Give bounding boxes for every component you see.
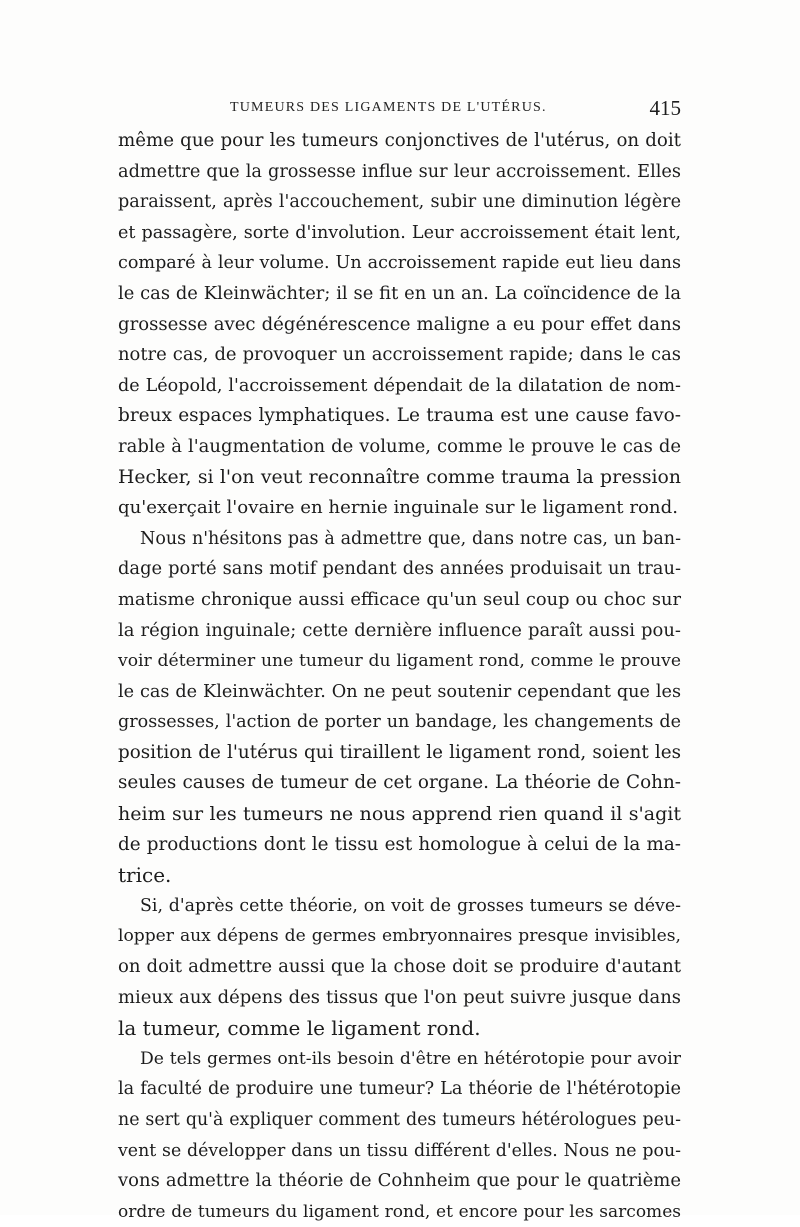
text-line: la faculté de produire une tumeur? La théorie de l'hétérotopie: [118, 1079, 681, 1100]
text-line: comparé à leur volume. Un accroissement rapide eut lieu dans: [118, 253, 681, 274]
body-text: [118, 126, 681, 1227]
text-line: de Léopold, l'accroissement dépendait de la dilatation de nom-: [118, 375, 681, 396]
paragraph-start-line: Si, d'après cette théorie, on voit de grosses tumeurs se déve-: [140, 895, 681, 916]
running-title: TUMEURS DES LIGAMENTS DE L'UTÉRUS.: [230, 100, 547, 115]
text-line: ordre de tumeurs du ligament rond, et encore pour les sarcomes: [118, 1201, 681, 1222]
text-line: paraissent, après l'accouchement, subir une diminution légère: [118, 192, 681, 213]
text-line: rable à l'augmentation de volume, comme le prouve le cas de: [118, 435, 681, 457]
text-line: même que pour les tumeurs conjonctives de l'utérus, on doit: [118, 130, 681, 151]
text-line: admettre que la grossesse influe sur leur accroissement. Elles: [118, 161, 681, 182]
text-line: dage porté sans motif pendant des années produisait un trau-: [118, 558, 681, 580]
text-line: heim sur les tumeurs ne nous apprend rien quand il s'agit: [118, 803, 681, 826]
text-line: Hecker, si l'on veut reconnaître comme trauma la pression: [118, 466, 681, 488]
text-line: le cas de Kleinwächter. On ne peut soutenir cependant que les: [118, 681, 681, 702]
text-line: et passagère, sorte d'involution. Leur accroissement était lent,: [118, 222, 681, 243]
text-line: vons admettre la théorie de Cohnheim que pour le quatrième: [118, 1170, 681, 1192]
text-line: la région inguinale; cette dernière influence paraît aussi pou-: [118, 619, 681, 641]
text-line: matisme chronique aussi efficace qu'un seul coup ou choc sur: [118, 588, 681, 610]
text-line: ne sert qu'à expliquer comment des tumeurs hétérologues peu-: [118, 1110, 681, 1130]
text-line: position de l'utérus qui tiraillent le ligament rond, soient les: [118, 741, 681, 763]
paragraph-start-line: De tels germes ont-ils besoin d'être en hétérotopie pour avoir: [140, 1048, 681, 1069]
text-line: breux espaces lymphatiques. Le trauma est une cause favo-: [118, 405, 681, 427]
text-line: voir déterminer une tumeur du ligament rond, comme le prouve: [118, 651, 681, 672]
text-line: seules causes de tumeur de cet organe. La théorie de Cohn-: [118, 772, 681, 794]
text-line: on doit admettre aussi que la chose doit se produire d'autant: [118, 956, 681, 978]
text-line: vent se développer dans un tissu différent d'elles. Nous ne pou-: [118, 1140, 681, 1161]
text-line: la tumeur, comme le ligament rond.: [118, 1016, 481, 1041]
paragraph-start-line: Nous n'hésitons pas à admettre que, dans notre cas, un ban-: [140, 528, 681, 549]
text-line: grossesses, l'action de porter un bandage, les changements de: [118, 712, 681, 733]
text-line: mieux aux dépens des tissus que l'on peut suivre jusque dans: [118, 986, 681, 1008]
page-number: 415: [649, 96, 681, 120]
text-line: le cas de Kleinwächter; il se fit en un an. La coïncidence de la: [118, 282, 681, 304]
running-head: [118, 96, 681, 124]
text-line: notre cas, de provoquer un accroissement rapide; dans le cas: [118, 344, 681, 366]
text-line: trice.: [118, 863, 172, 888]
text-line: qu'exerçait l'ovaire en hernie inguinale sur le ligament rond.: [118, 497, 678, 519]
text-line: lopper aux dépens de germes embryonnaires presque invisibles,: [118, 926, 681, 947]
text-line: grossesse avec dégénérescence maligne a eu pour effet dans: [118, 313, 681, 335]
text-line: de productions dont le tissu est homologue à celui de la ma-: [118, 833, 681, 855]
